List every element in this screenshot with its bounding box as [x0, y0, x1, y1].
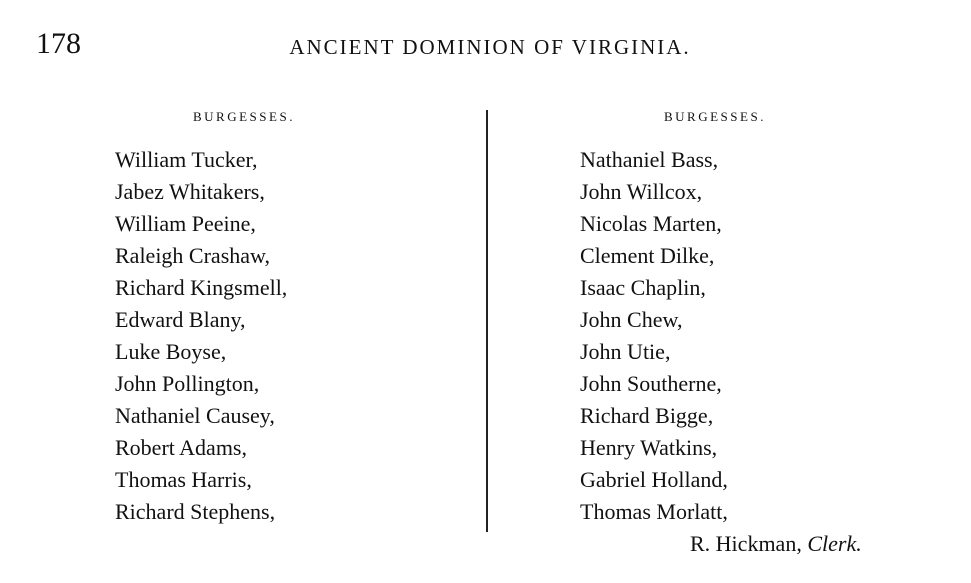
- list-item: Richard Stephens,: [115, 499, 276, 524]
- list-item: Clement Dilke,: [580, 243, 715, 268]
- list-item: Richard Bigge,: [580, 403, 714, 428]
- column-divider: [486, 110, 488, 532]
- left-names-list: [115, 144, 445, 528]
- running-title: ANCIENT DOMINION OF VIRGINIA.: [289, 35, 691, 59]
- list-item: John Utie,: [580, 339, 671, 364]
- list-item: Nathaniel Bass,: [580, 147, 719, 172]
- list-item: Luke Boyse,: [115, 339, 227, 364]
- list-item: John Willcox,: [580, 179, 703, 204]
- left-column-heading: BURGESSES.: [193, 109, 295, 124]
- list-item: Edward Blany,: [115, 307, 246, 332]
- list-item: Thomas Morlatt,: [580, 499, 728, 524]
- list-item: Isaac Chaplin,: [580, 275, 706, 300]
- left-column: [115, 108, 445, 528]
- list-item: Gabriel Holland,: [580, 467, 728, 492]
- list-item: William Tucker,: [115, 147, 258, 172]
- clerk-signature-line: [690, 528, 862, 560]
- list-item: Richard Kingsmell,: [115, 275, 288, 300]
- right-column-heading: BURGESSES.: [664, 109, 766, 124]
- list-item: Jabez Whitakers,: [115, 179, 265, 204]
- page-number: 178: [36, 27, 81, 60]
- right-column: [580, 108, 920, 528]
- list-item: Henry Watkins,: [580, 435, 718, 460]
- list-item: Nathaniel Causey,: [115, 403, 275, 428]
- list-item: Thomas Harris,: [115, 467, 252, 492]
- list-item: William Peeine,: [115, 211, 256, 236]
- list-item: John Chew,: [580, 307, 683, 332]
- clerk-name: R. Hickman,: [690, 531, 802, 556]
- list-item: Robert Adams,: [115, 435, 247, 460]
- list-item: Raleigh Crashaw,: [115, 243, 270, 268]
- clerk-title: Clerk.: [807, 531, 862, 556]
- list-item: John Pollington,: [115, 371, 260, 396]
- right-names-list: [580, 144, 920, 528]
- list-item: John Southerne,: [580, 371, 722, 396]
- list-item: Nicolas Marten,: [580, 211, 722, 236]
